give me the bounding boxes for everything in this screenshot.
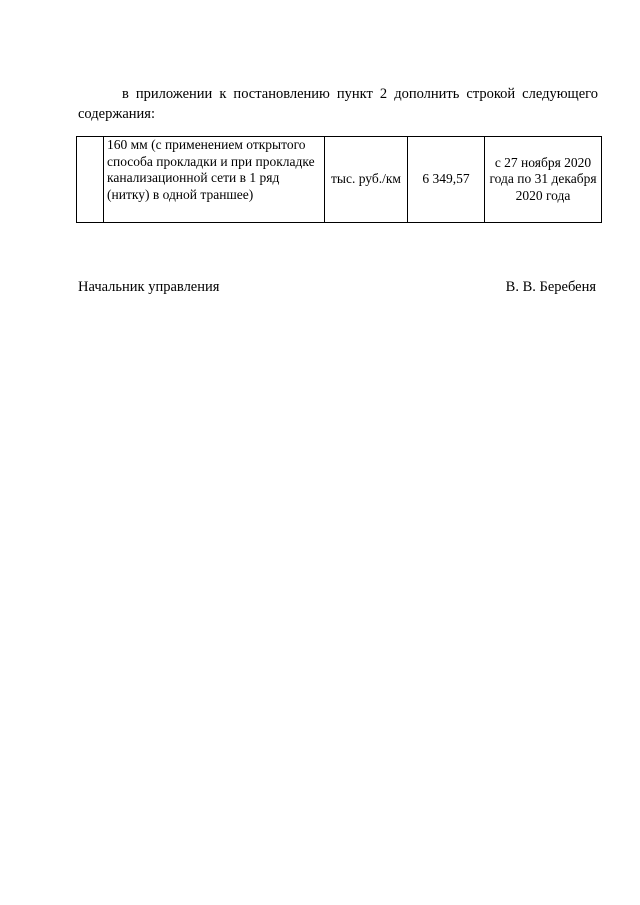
intro-paragraph: в приложении к постановлению пункт 2 дополнить строкой следующего содержания:	[78, 85, 598, 122]
description-cell: 160 мм (с применением открытого способа прокладки и при прокладке канализационной сети в 1 ряд (нитку) в одной траншее)	[104, 137, 325, 223]
table-row	[77, 137, 602, 223]
signature-block	[78, 277, 596, 297]
amendment-table	[76, 136, 602, 223]
signatory-name: В. В. Беребеня	[505, 279, 596, 295]
row-number-cell	[77, 137, 104, 223]
period-cell: с 27 ноября 2020 года по 31 декабря 2020 года	[485, 137, 602, 223]
unit-cell: тыс. руб./км	[325, 137, 408, 223]
signatory-position: Начальник управления	[78, 279, 220, 295]
value-cell: 6 349,57	[408, 137, 485, 223]
